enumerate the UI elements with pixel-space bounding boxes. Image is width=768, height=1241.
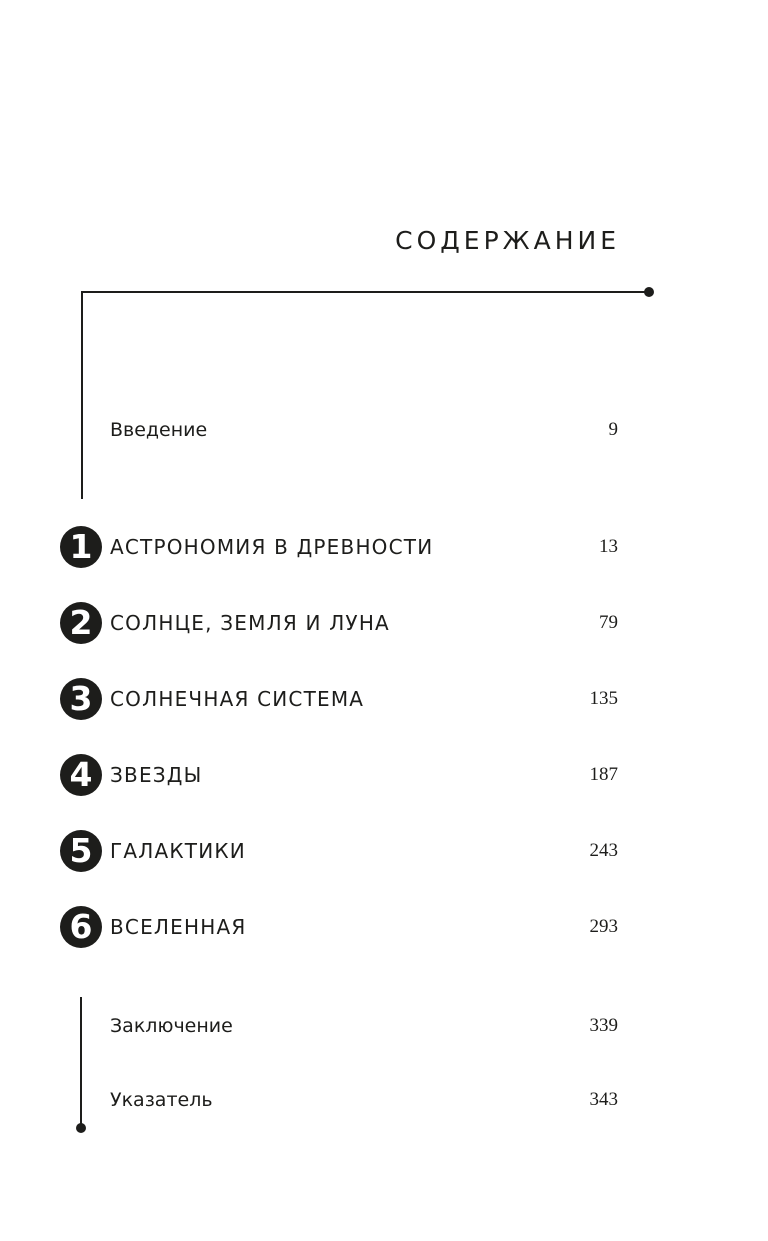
chapter-page-number: 13 — [599, 536, 618, 557]
entry-page-number: 343 — [589, 1089, 618, 1110]
chapter-number-badge: 4 — [60, 754, 102, 796]
chapter-number-badge: 6 — [60, 906, 102, 948]
toc-entry-intro[interactable] — [0, 410, 768, 450]
chapter-page-number: 187 — [589, 764, 618, 785]
top-rule-end-dot — [644, 287, 654, 297]
chapter-title: ГАЛАКТИКИ — [110, 839, 246, 863]
chapter-title: СОЛНЕЧНАЯ СИСТЕМА — [110, 687, 365, 711]
entry-label: Введение — [110, 419, 208, 441]
chapter-title: АСТРОНОМИЯ В ДРЕВНОСТИ — [110, 535, 434, 559]
chapter-page-number: 135 — [589, 688, 618, 709]
chapter-title: ВСЕЛЕННАЯ — [110, 915, 247, 939]
chapter-number-badge: 1 — [60, 526, 102, 568]
toc-chapter-1[interactable] — [0, 527, 768, 567]
chapter-number-badge: 3 — [60, 678, 102, 720]
chapter-number-badge: 2 — [60, 602, 102, 644]
chapter-title: ЗВЕЗДЫ — [110, 763, 203, 787]
bottom-rule-end-dot — [76, 1123, 86, 1133]
entry-label: Указатель — [110, 1089, 213, 1111]
chapter-title: СОЛНЦЕ, ЗЕМЛЯ И ЛУНА — [110, 611, 390, 635]
toc-chapter-2[interactable] — [0, 603, 768, 643]
chapter-page-number: 243 — [589, 840, 618, 861]
toc-chapter-6[interactable] — [0, 907, 768, 947]
top-rule — [81, 291, 649, 293]
toc-chapter-5[interactable] — [0, 831, 768, 871]
chapter-page-number: 79 — [599, 612, 618, 633]
chapter-number-badge: 5 — [60, 830, 102, 872]
toc-chapter-3[interactable] — [0, 679, 768, 719]
entry-page-number: 9 — [608, 419, 618, 440]
toc-chapter-4[interactable] — [0, 755, 768, 795]
toc-entry-index[interactable] — [0, 1080, 768, 1120]
entry-label: Заключение — [110, 1015, 233, 1037]
chapter-page-number: 293 — [589, 916, 618, 937]
page-title: СОДЕРЖАНИЕ — [395, 226, 620, 255]
toc-entry-conclusion[interactable] — [0, 1006, 768, 1046]
left-rule-top — [81, 291, 83, 499]
entry-page-number: 339 — [589, 1015, 618, 1036]
